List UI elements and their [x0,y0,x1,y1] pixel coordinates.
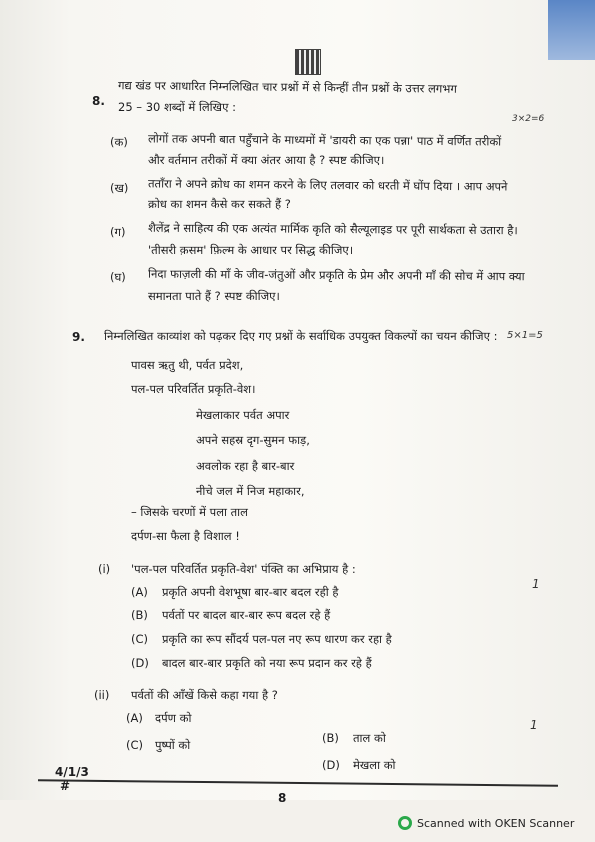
poem-line: पल-पल परिवर्तित प्रकृति-वेश। [131,382,256,396]
poem-line: मेखलाकार पर्वत अपार [196,408,290,422]
poem-line: अपने सहस्र दृग-सुमन फाड़, [196,433,310,447]
q9-number: 9. [72,330,85,344]
scanner-watermark [398,816,574,830]
q9-sub-label: (ii) [94,688,110,702]
q8-marks: 3×2=6 [512,114,545,124]
option-label: (A) [131,585,148,599]
option-label: (D) [131,656,149,670]
option-text: ताल को [353,731,386,745]
option-label: (C) [131,632,149,646]
q8-intro-line1: गद्य खंड पर आधारित निम्नलिखित चार प्रश्नों में से किन्हीं तीन प्रश्नों के उत्तर लगभग [117,78,457,96]
q8-part-line: समानता पाते हैं ? स्पष्ट कीजिए। [148,289,280,303]
q9-sub-marks: 1 [530,718,538,732]
q9-intro: निम्नलिखित काव्यांश को पढ़कर दिए गए प्रश्नों के सर्वाधिक उपयुक्त विकल्पों का चयन कीजिए : [104,329,498,343]
paper-code: 4/1/3 [55,765,89,779]
hash-mark: # [60,779,71,793]
q8-part-line: शैलेंद्र ने साहित्य की एक अत्यंत मार्मिक कृति को सैल्यूलाइड पर पूरी सार्थकता से उतारा है। [147,220,518,238]
q8-part-label: (ग) [110,225,126,239]
poem-line: दर्पण-सा फैला है विशाल ! [131,529,240,543]
q8-number: 8. [92,94,105,108]
poem-line: – जिसके चरणों में पला ताल [131,505,248,519]
q8-part-line: क्रोध का शमन कैसे कर सकते हैं ? [148,197,291,211]
q8-part-label: (ख) [110,181,129,195]
option-text: पर्वतों पर बादल बार-बार रूप बदल रहे हैं [162,608,331,622]
q9-marks: 5×1=5 [507,330,543,341]
option-text: मेखला को [353,758,396,772]
q8-part-line: तताँरा ने अपने क्रोध का शमन करने के लिए तलवार को धरती में घोंप दिया । आप अपने [147,176,508,194]
scanner-text: Scanned with OKEN Scanner [417,816,575,830]
option-label: (B) [322,731,339,745]
q8-intro-line2: 25 – 30 शब्दों में लिखिए : [118,100,236,114]
page-number: 8 [278,791,287,805]
q9-sub-marks: 1 [532,577,540,591]
q8-part-line: 'तीसरी क़सम' फ़िल्म के आधार पर सिद्ध कीजिए। [148,243,354,257]
q9-sub-label: (i) [98,562,111,576]
option-text: पुष्पों को [155,738,191,752]
scanner-logo-icon [398,816,412,830]
option-label: (C) [126,738,144,752]
poem-line: अवलोक रहा है बार-बार [196,459,295,473]
option-text: दर्पण को [155,711,192,725]
q9-sub-question: पर्वतों की आँखें किसे कहा गया है ? [131,688,278,702]
option-text: प्रकृति अपनी वेशभूषा बार-बार बदल रही है [162,585,339,599]
poem-line: पावस ऋतु थी, पर्वत प्रदेश, [131,358,244,372]
page-edge-background [548,0,595,60]
option-text: प्रकृति का रूप सौंदर्य पल-पल नए रूप धारण कर रहा है [162,632,392,646]
option-label: (D) [322,758,340,772]
q8-part-line: निदा फाज़ली की माँ के जीव-जंतुओं और प्रकृति के प्रेम और अपनी माँ की सोच में आप क्या [147,266,525,284]
q9-sub-question: 'पल-पल परिवर्तित प्रकृति-वेश' पंक्ति का अभिप्राय है : [131,562,356,576]
qr-code-icon [296,50,320,74]
option-label: (B) [131,608,148,622]
poem-line: नीचे जल में निज महाकार, [196,484,305,498]
option-label: (A) [126,711,143,725]
q8-part-label: (क) [110,135,128,149]
option-text: बादल बार-बार प्रकृति को नया रूप प्रदान कर रहे हैं [162,656,372,670]
q8-part-line: और वर्तमान तरीकों में क्या अंतर आया है ? स्पष्ट कीजिए। [148,153,385,167]
q8-part-line: लोगों तक अपनी बात पहुँचाने के माध्यमों में 'डायरी का एक पन्ना' पाठ में वर्णित तरीकों [147,131,502,149]
q8-part-label: (घ) [110,270,126,284]
